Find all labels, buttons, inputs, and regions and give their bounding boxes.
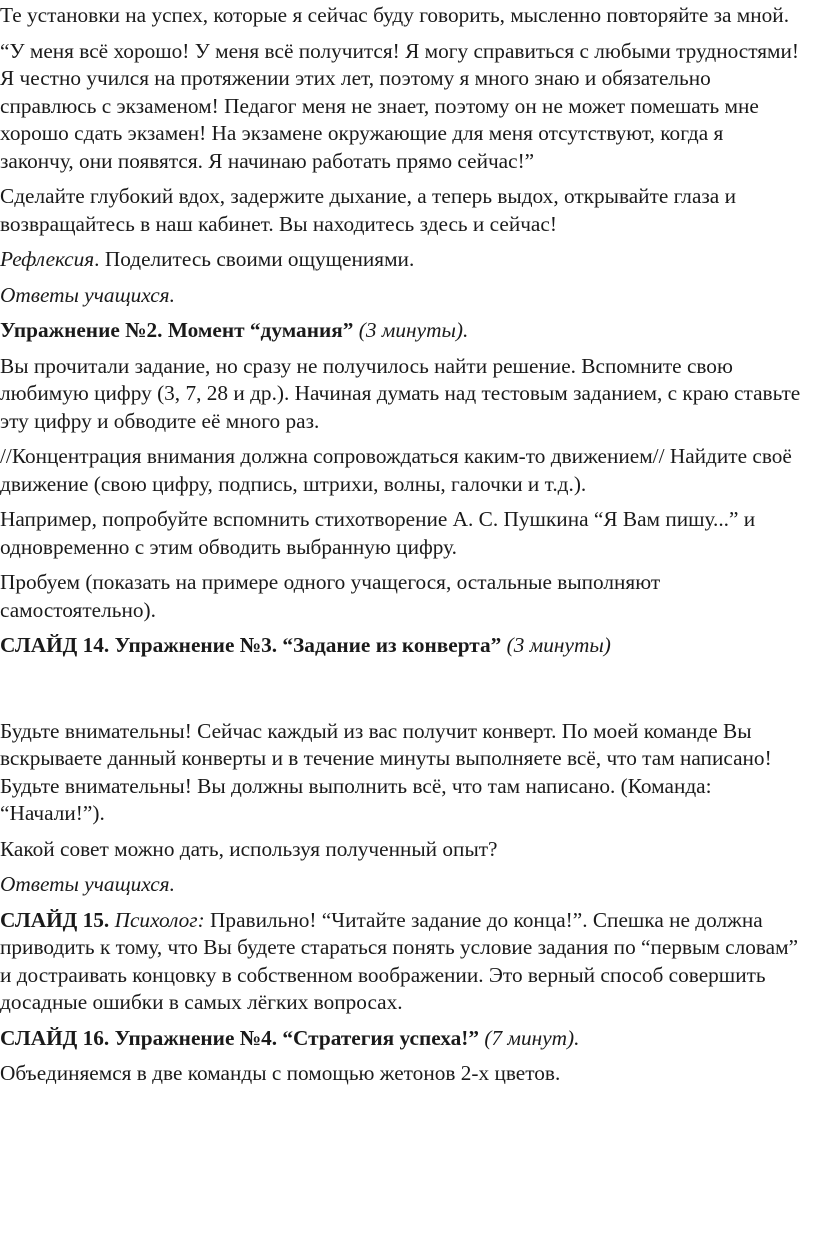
slide-15-speaker: Психолог: bbox=[109, 907, 205, 932]
intro-paragraph: Те установки на успех, которые я сейчас буду говорить, мысленно повторяйте за мной. bbox=[0, 3, 790, 27]
exercise-2-heading bbox=[0, 317, 802, 345]
slide-16-heading bbox=[0, 1025, 802, 1053]
reflection-paragraph bbox=[0, 246, 802, 274]
breathing-paragraph: Сделайте глубокий вдох, задержите дыхание, а теперь выдох, открывайте глаза и возвращайтесь в наш кабинет. Вы находитесь здесь и сейчас! bbox=[0, 184, 736, 236]
envelope-paragraph: Будьте внимательны! Сейчас каждый из вас получит конверт. По моей команде Вы вскрываете данный конверты и в течение минуты выполняете всё, что там написано! Будьте внимательны! Вы должны выполнить всё, что там написано. (Команда: “Начали!”). bbox=[0, 718, 772, 825]
slide-14-title: СЛАЙД 14. Упражнение №3. “Задание из конверта” bbox=[0, 633, 502, 657]
slide-14-time: (3 минуты) bbox=[501, 633, 611, 657]
advice-question: Какой совет можно дать, используя полученный опыт? bbox=[0, 836, 498, 861]
example-paragraph: Например, попробуйте вспомнить стихотворение А. С. Пушкина “Я Вам пишу...” и одновременно с этим обводить выбранную цифру. bbox=[0, 507, 756, 559]
slide-16-title: СЛАЙД 16. Упражнение №4. “Стратегия успеха!” bbox=[0, 1025, 480, 1050]
slide-16-time: (7 минут) bbox=[479, 1025, 575, 1050]
slide-14-heading bbox=[0, 632, 802, 660]
slide-15-paragraph bbox=[0, 907, 802, 1017]
reflection-text: . Поделитесь своими ощущениями. bbox=[94, 247, 415, 271]
exercise-2-tail: . bbox=[462, 318, 469, 342]
exercise-2-title: Упражнение №2. Момент “думания” bbox=[0, 318, 354, 342]
exercise-2-time: (3 минуты) bbox=[353, 318, 463, 342]
blank-gap bbox=[0, 668, 802, 718]
slide-15-title: СЛАЙД 15. bbox=[0, 907, 110, 932]
exercise-2-paragraph: Вы прочитали задание, но сразу не получилось найти решение. Вспомните свою любимую цифру (3, 7, 28 и др.). Начиная думать над тестовым заданием, с краю ставьте эту цифру и обводите её много раз. bbox=[0, 353, 801, 433]
reflection-label: Рефлексия bbox=[0, 247, 95, 271]
affirmation-paragraph: “У меня всё хорошо! У меня всё получится! Я могу справиться с любыми трудностями! Я честно учился на протяжении этих лет, поэтому я много знаю и обязательно справлюсь с экзаменом! Педагог меня не знает, поэтому он не может помешать мне хорошо сдать экзамен! На экзамене окружающие для меня отсутствуют, когда я закончу, они появятся. Я начинаю работать прямо сейчас!” bbox=[0, 38, 800, 173]
concentration-paragraph: //Концентрация внимания должна сопровождаться каким-то движением// Найдите своё движение (свою цифру, подпись, штрихи, волны, галочки и т.д.). bbox=[0, 444, 792, 496]
try-paragraph: Пробуем (показать на примере одного учащегося, остальные выполняют самостоятельно). bbox=[0, 570, 661, 622]
teams-paragraph: Объединяемся в две команды с помощью жетонов 2-х цветов. bbox=[0, 1061, 561, 1085]
student-answers-note-2: Ответы учащихся. bbox=[0, 872, 175, 896]
slide-16-tail: . bbox=[574, 1025, 580, 1050]
student-answers-note: Ответы учащихся. bbox=[0, 282, 175, 307]
slide-15-text: Правильно! “Читайте задание до конца!”. Спешка не должна приводить к тому, что Вы будете стараться понять условие задания по “первым словам” и достраивать концовку в собственном воображении. Это верный способ совершить досадные ошибки в самых лёгких вопросах. bbox=[0, 907, 799, 1014]
